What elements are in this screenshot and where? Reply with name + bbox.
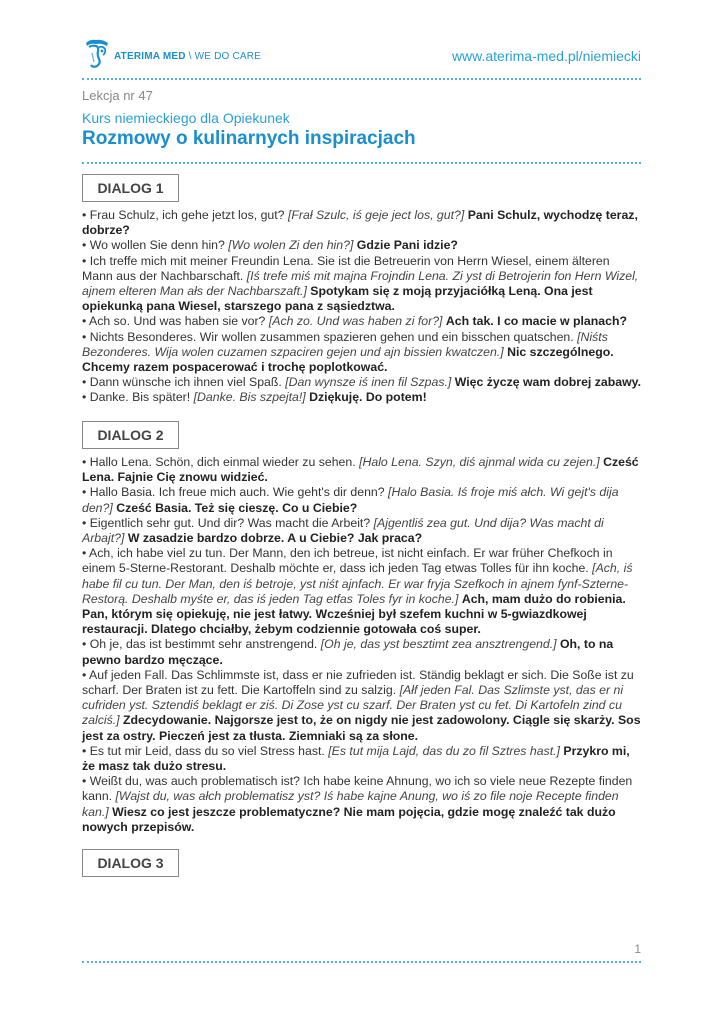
dialog-line: • Es tut mir Leid, dass du so viel Stress hast. [Es tut mija Lajd, das du zo fil Sztres hast.] Przykro mi, że masz tak dużo stresu. — [82, 743, 630, 774]
page-number: 1 — [634, 942, 641, 956]
dialog-line: • Ich treffe mich mit meiner Freundin Lena. Sie ist die Betreuerin von Herrn Wiesel, einem älteren Mann aus der Nachbarschaft. [Iś trefe miś mit majna Frojndin Lena. Zi yst di Betrojerin fon Hern Wizel, ajnem elteren Man ałs der Nachbarszaft.] Spotykam się z moją przyjaciółką Leną. Ona jest opiekunką pana Wiesel, starszego pana z sąsiedztwa. — [82, 253, 639, 314]
course-title: Kurs niemieckiego dla Opiekunek — [82, 110, 290, 126]
logo-wordmark — [114, 51, 261, 62]
aterima-med-logo-icon — [82, 35, 112, 69]
header-divider — [82, 78, 641, 80]
logo-separator: \ — [188, 50, 192, 62]
dialog-line: • Nichts Besonderes. Wir wollen zusammen spazieren gehen und ein bisschen quatschen. [Niśts Bezonderes. Wija wolen cuzamen szpaciren gejen und ajn bissien kwatczen.] Nic szczególnego. Chcemy razem pospacerować i trochę poplotkować. — [82, 329, 614, 375]
dialog-line: • Auf jeden Fall. Das Schlimmste ist, dass er nie zufrieden ist. Ständig beklagt er sich. Die Soße ist zu scharf. Der Braten ist zu fett. Die Kartoffeln sind zu salzig. [Ałf jeden Fal. Das Szlimste yst, das er ni cufriden yst. Sztendiś beklagt er ziś. Di Zose yst cu szarf. Der Braten yst cu fet. Di Kartofeln zind cu zalciś.] Zdecydowanie. Najgorsze jest to, że on nigdy nie jest zadowolony. Ciągle się skarży. Sos jest za ostry. Pieczeń jest za tłusta. Ziemniaki są za słone. — [82, 667, 641, 743]
dialog-line: • Hallo Basia. Ich freue mich auch. Wie geht's dir denn? [Halo Basia. Iś froje miś ałch. Wi gejt's dija den?] Cześć Basia. Też się cieszę. Co u Ciebie? — [82, 485, 619, 515]
dialog-line: • Ach so. Und was haben sie vor? [Ach zo. Und was haben zi for?] Ach tak. I co macie w planach? — [82, 314, 627, 329]
dialog-line: • Ach, ich habe viel zu tun. Der Mann, den ich betreue, ist nicht einfach. Er war früher Chefkoch in einem 5-Sterne-Restorant. Deshalb möchte er, dass ich jeden Tag etwas Tolles für ihn koche. [Ach, iś habe fil cu tun. Der Man, den iś betroje, yst niśt ajnfach. Er war fryja Szefkoch in ajnem fynf-Szterne-Restorą. Deshalb myśte er, das iś jeden Tag etfas Toles fyr in koche.] Ach, mam dużo do robienia. Pan, którym się opiekuję, nie jest łatwy. Wcześniej był szefem kuchni w 5-gwiazdkowej restauracji. Dlatego chciałby, żebym codziennie gotowała coś super. — [82, 546, 633, 637]
dialog-1-content — [82, 208, 642, 406]
dialog-2-content — [82, 455, 642, 835]
site-url-link[interactable]: www.aterima-med.pl/niemiecki — [451, 48, 641, 64]
dialog-3-heading: DIALOG 3 — [82, 849, 179, 877]
dialog-line: • Weißt du, was auch problematisch ist? Ich habe keine Ahnung, wo ich so viele neue Rezepte finden kann. [Wajst du, was ałch problematisz yst? Iś habe kajne Anung, wo iś zo file noje Recepte finden kan.] Wiesz co jest jeszcze problematyczne? Nie mam pojęcia, gdzie mogę znaleźć tak dużo nowych przepisów. — [82, 774, 633, 834]
lesson-number: Lekcja nr 47 — [82, 88, 153, 103]
page-header — [82, 34, 641, 74]
dialog-line: • Oh je, das ist bestimmt sehr anstrengend. [Oh je, das yst besztimt zea ansztrengend.] Oh, to na pewno bardzo męczące. — [82, 637, 614, 667]
dialog-line: • Danke. Bis später! [Danke. Bis szpejta!] Dziękuję. Do potem! — [82, 390, 427, 405]
logo-brand: ATERIMA MED — [114, 50, 186, 62]
dialog-line: • Dann wünsche ich ihnen viel Spaß. [Dan wynsze iś inen fil Szpas.] Więc życzę wam dobrej zabawy. — [82, 375, 641, 390]
dialog-line: • Eigentlich sehr gut. Und dir? Was macht die Arbeit? [Ajgentliś zea gut. Und dija? Was macht di Arbajt?] W zasadzie bardzo dobrze. A u Ciebie? Jak praca? — [82, 515, 604, 546]
dialog-line: • Hallo Lena. Schön, dich einmal wieder zu sehen. [Halo Lena. Szyn, diś ajnmal wida cu zejen.] Cześć Lena. Fajnie Cię znowu widzieć. — [82, 455, 639, 485]
footer-divider — [82, 961, 641, 963]
dialog-2-heading: DIALOG 2 — [82, 421, 179, 449]
brand-logo[interactable] — [82, 34, 261, 70]
dialog-line: • Wo wollen Sie denn hin? [Wo wolen Zi den hin?] Gdzie Pani idzie? — [82, 238, 458, 253]
page-title: Rozmowy o kulinarnych inspiracjach — [82, 128, 416, 149]
title-divider — [82, 162, 641, 164]
logo-tagline: WE DO CARE — [194, 50, 262, 62]
dialog-1-heading: DIALOG 1 — [82, 174, 179, 202]
dialog-line: • Frau Schulz, ich gehe jetzt los, gut? [Frał Szulc, iś geje ject los, gut?] Pani Schulz, wychodzę teraz, dobrze? — [82, 208, 638, 238]
